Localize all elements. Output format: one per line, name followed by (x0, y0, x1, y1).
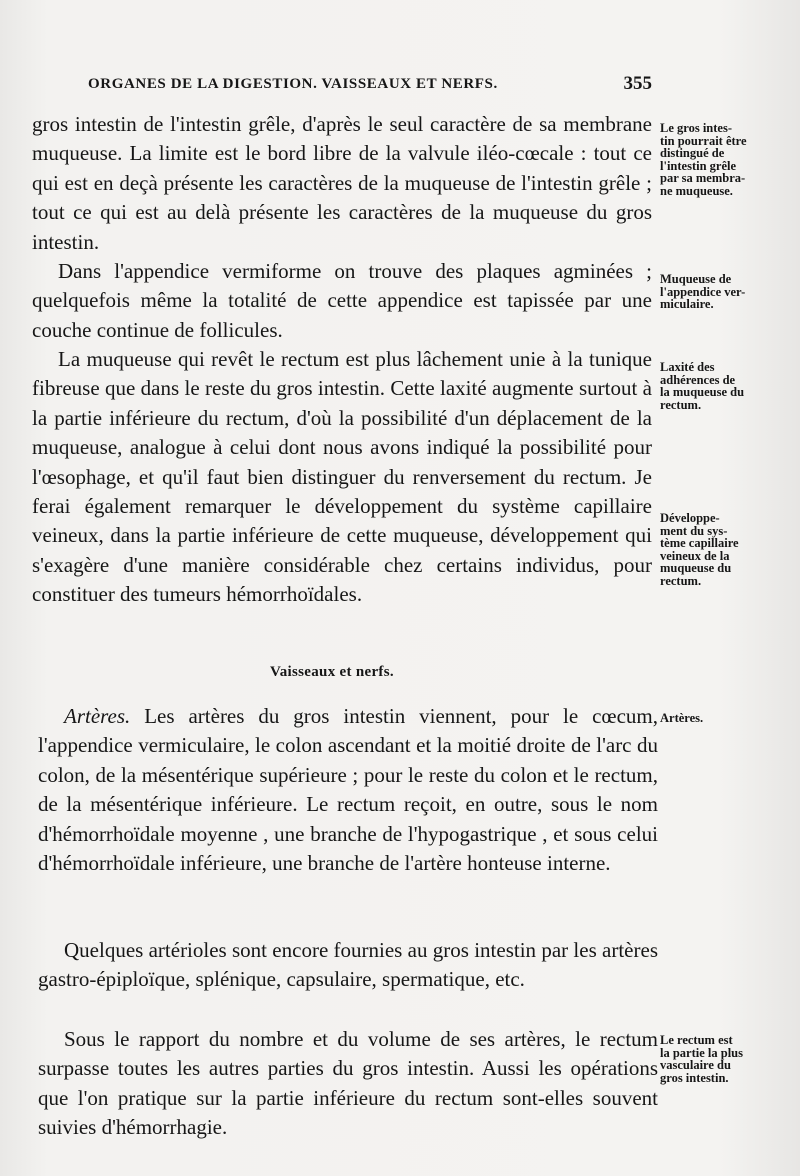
margin-note-line: Le gros intes- (660, 121, 732, 135)
paragraph-3 (32, 345, 652, 610)
margin-note-5 (660, 712, 780, 725)
section-title: Vaisseaux et nerfs. (270, 664, 394, 680)
paragraph-6-text: Sous le rapport du nombre et du volume de ses artères, le rectum surpasse toutes les autres parties du gros intestin. Aussi les opérations que l'on pratique sur la partie inférieure du rectum sont-elles souvent suivies d'hémorrhagie. (38, 1027, 658, 1140)
page-number: 355 (623, 73, 652, 94)
margin-note-line: Développe- (660, 511, 720, 525)
margin-note-line: ne muqueuse. (660, 183, 733, 198)
margin-note-line: Artères. (660, 711, 704, 725)
paragraph-4 (38, 702, 658, 878)
margin-note-line: vasculaire du (660, 1058, 731, 1072)
margin-note-line: la partie la plus (660, 1045, 743, 1060)
margin-note-line: muqueuse du (660, 561, 732, 575)
margin-note-line: Muqueuse de (660, 272, 732, 286)
margin-note-line: veineux de la (660, 548, 730, 563)
margin-note-line: tème capillaire (660, 536, 739, 550)
margin-note-line: distingué de (660, 146, 725, 160)
paragraph-4-text: Les artères du gros intestin viennent, pour le cœcum, l'appendice vermiculaire, le colon ascendant et la moitié droite de l'arc du colon, de la mésentérique supérieure ; pour le reste du colon et le rectum, de la mésentérique inférieure. Le rectum reçoit, en outre, sous le nom d'hémorrhoïdale moyenne , une branche de l'hypogastrique , et sous celui d'hémorrhoïdale inférieure, une branche de l'artère honteuse interne. (38, 704, 658, 876)
running-head (88, 73, 652, 94)
margin-note-3 (660, 361, 780, 411)
margin-note-line: l'appendice ver- (660, 284, 746, 299)
margin-note-line: la muqueuse du (660, 385, 745, 399)
paragraph-4-lead: Artères. (64, 704, 131, 728)
margin-note-4 (660, 512, 780, 587)
margin-note-line: tin pourrait être (660, 133, 747, 148)
margin-note-line: rectum. (660, 397, 702, 412)
paragraph-5-text: Quelques artérioles sont encore fournies au gros intestin par les artères gastro-épiploïque, splénique, capsulaire, spermatique, etc. (38, 938, 658, 992)
paragraph-6 (38, 1025, 658, 1143)
margin-note-line: par sa membra- (660, 171, 746, 185)
margin-note-line: Le rectum est (660, 1033, 733, 1047)
margin-note-line: Laxité des (660, 360, 715, 374)
margin-note-line: adhérences de (660, 372, 736, 387)
margin-note-line: miculaire. (660, 297, 714, 311)
margin-note-line: l'intestin grêle (660, 158, 737, 173)
margin-note-line: ment du sys- (660, 523, 728, 538)
margin-note-2 (660, 273, 780, 311)
margin-note-line: rectum. (660, 573, 702, 588)
paragraph-2 (32, 257, 652, 345)
margin-note-line: gros intestin. (660, 1070, 729, 1085)
margin-note-1 (660, 122, 780, 197)
paragraph-1: gros intestin de l'intestin grêle, d'après le seul caractère de sa membrane muqueuse. La limite est le bord libre de la valvule iléo-cœcale : tout ce qui est en deçà présente les caractères de la muqueuse de l'intestin grêle ; tout ce qui est au delà présente les caractères de la muqueuse du gros intestin. (32, 112, 652, 254)
paragraph-2-text: Dans l'appendice vermiforme on trouve des plaques agminées ; quelquefois même la totalité de cette appendice est tapissée par une couche continue de follicules. (32, 259, 652, 342)
paragraph-5 (38, 936, 658, 995)
paragraph-3-text: La muqueuse qui revêt le rectum est plus lâchement unie à la tunique fibreuse que dans le reste du gros intestin. Cette laxité augmente surtout à la partie inférieure du rectum, d'où la possibilité d'un déplacement de la muqueuse, analogue à celui dont nous avons indiqué la possibilité pour l'œsophage, et qu'il faut bien distinguer du renversement du rectum. Je ferai également remarquer le développement du système capillaire veineux, dans la partie inférieure de cette muqueuse, développement qui s'exagère d'une manière considérable chez certains individus, pour constituer des tumeurs hémorrhoïdales. (32, 347, 652, 607)
margin-note-6 (660, 1034, 780, 1084)
running-head-title: ORGANES DE LA DIGESTION. VAISSEAUX ET NERFS. (88, 76, 498, 92)
